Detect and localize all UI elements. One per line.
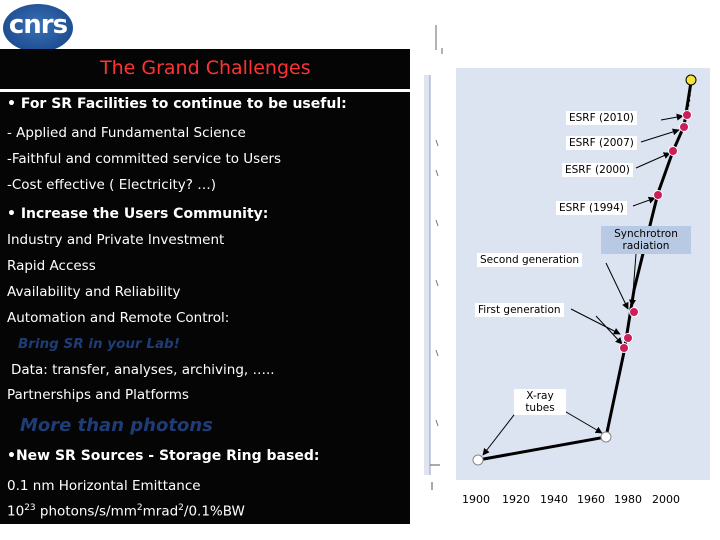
heading-sr-facilities: • For SR Facilities to continue to be useful: — [7, 96, 347, 112]
x-tick-1940: 1940 — [540, 493, 568, 506]
brilliance-chart — [456, 50, 710, 480]
text-service: -Faithful and committed service to Users — [7, 151, 282, 167]
cnrs-logo — [3, 4, 73, 52]
text-partnerships: Partnerships and Platforms — [7, 387, 189, 403]
point-esrf-2000 — [669, 147, 678, 156]
label-esrf-2000: ESRF (2000) — [562, 163, 633, 177]
point-future — [686, 75, 696, 85]
text-automation: Automation and Remote Control: — [7, 310, 230, 326]
x-tick-2000: 2000 — [652, 493, 680, 506]
label-xray-tubes: X-ray tubes — [514, 389, 566, 415]
label-esrf-2007: ESRF (2007) — [566, 136, 637, 150]
chart-background — [456, 68, 710, 480]
point-first-gen-a — [620, 344, 629, 353]
x-tick-1980: 1980 — [614, 493, 642, 506]
heading-users-community: • Increase the Users Community: — [7, 206, 269, 222]
point-esrf-1994 — [654, 191, 663, 200]
text-cost: -Cost effective ( Electricity? …) — [7, 177, 216, 193]
content-panel — [0, 92, 410, 524]
x-tick-1920: 1920 — [502, 493, 530, 506]
label-synchrotron: Synchrotron radiation — [601, 226, 691, 254]
point-first-gen-b — [624, 334, 633, 343]
text-brilliance: $10^{23}$ photons/$s/mm^2mrad^2/0.1\%BW$ — [7, 503, 245, 520]
text-availability: Availability and Reliability — [7, 284, 181, 300]
slide-title: The Grand Challenges — [100, 57, 311, 79]
text-science: - Applied and Fundamental Science — [7, 125, 246, 141]
label-esrf-1994: ESRF (1994) — [556, 201, 627, 215]
label-esrf-2010: ESRF (2010) — [566, 111, 637, 125]
x-tick-1900: 1900 — [462, 493, 490, 506]
label-second-gen: Second generation — [477, 253, 582, 267]
heading-new-sources: •New SR Sources - Storage Ring based: — [7, 448, 320, 464]
point-esrf-2007 — [680, 123, 689, 132]
decorative-ruler — [424, 20, 446, 495]
text-more-than-photons: More than photons — [20, 415, 213, 436]
text-bring-sr: Bring SR in your Lab! — [18, 336, 180, 352]
point-1960 — [601, 432, 611, 442]
point-second-gen — [630, 308, 639, 317]
text-emittance: 0.1 nm Horizontal Emittance — [7, 478, 201, 494]
point-xray-tubes — [473, 455, 483, 465]
point-esrf-2010 — [683, 111, 692, 120]
text-data: Data: transfer, analyses, archiving, ….. — [11, 362, 275, 378]
text-industry: Industry and Private Investment — [7, 232, 225, 248]
logo-text: cnrs — [8, 10, 68, 40]
label-first-gen: First generation — [475, 303, 564, 317]
x-tick-1960: 1960 — [577, 493, 605, 506]
text-rapid-access: Rapid Access — [7, 258, 96, 274]
title-bar — [0, 49, 410, 89]
